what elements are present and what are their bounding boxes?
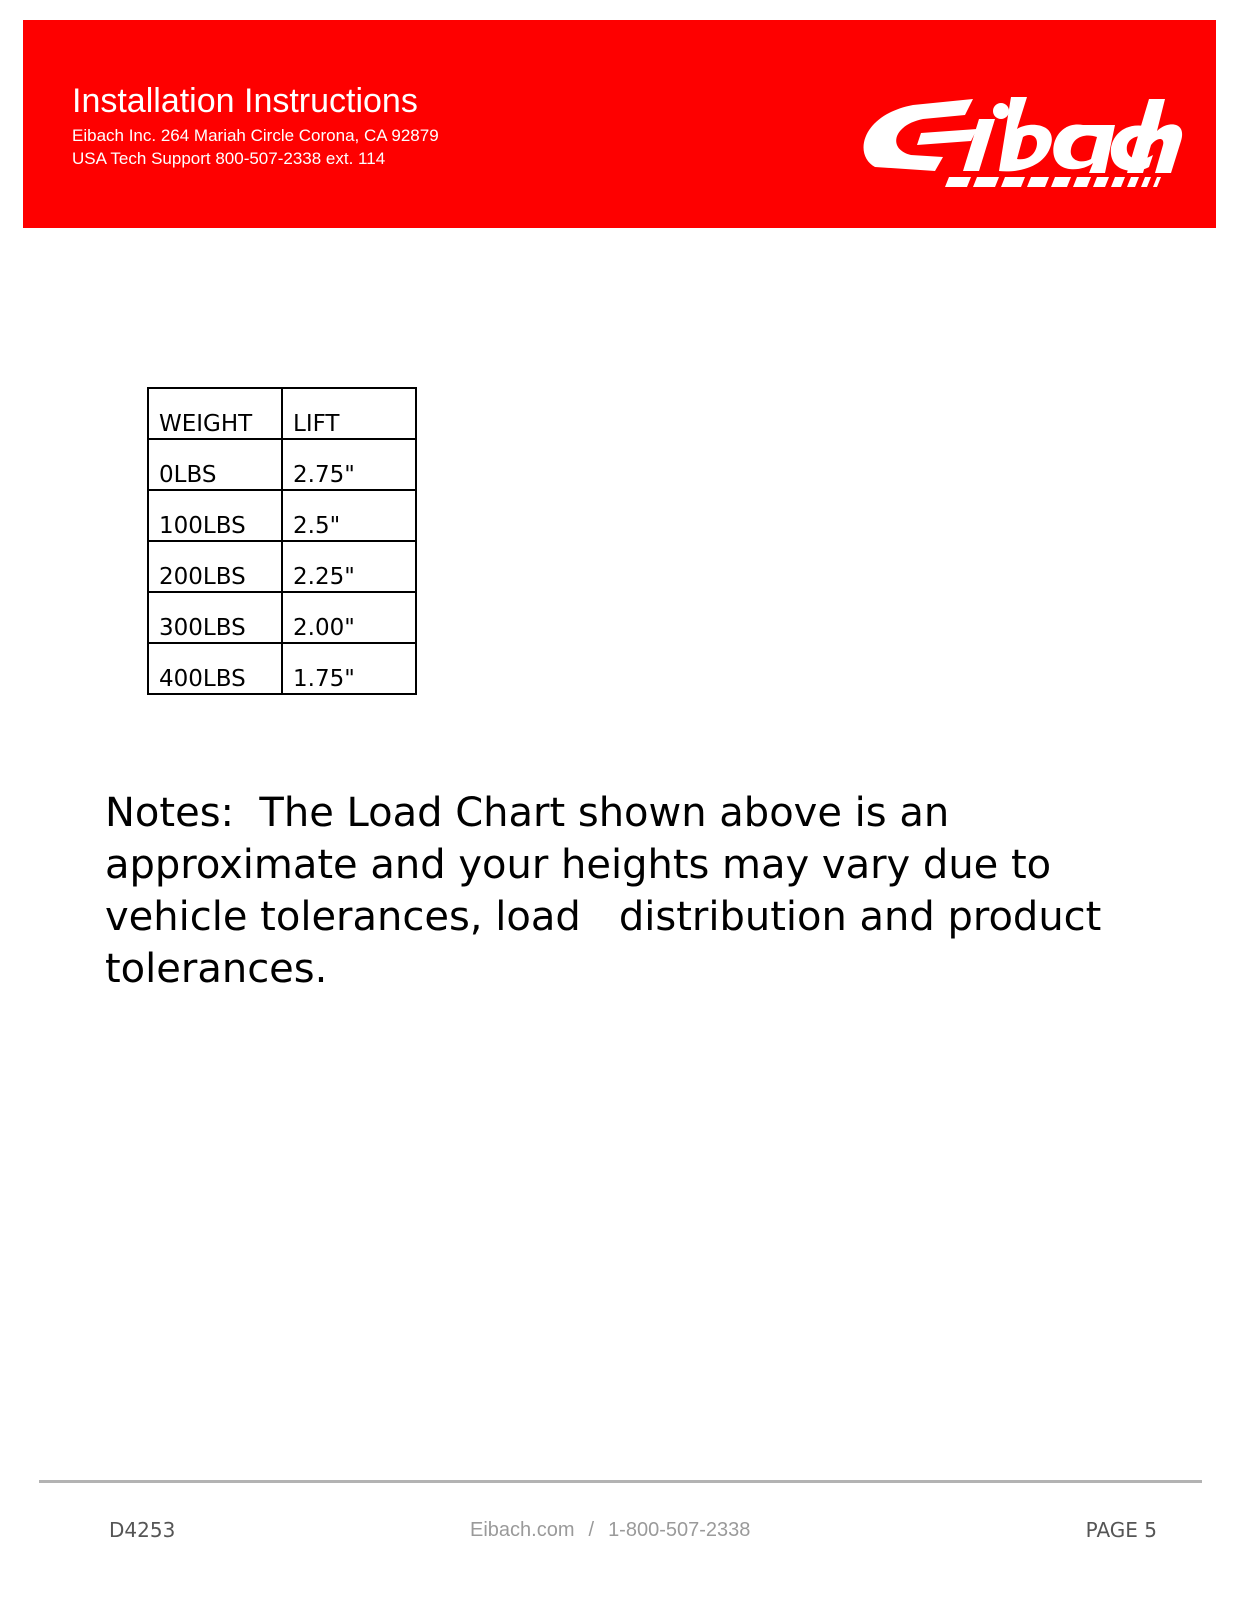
header-weight: WEIGHT	[148, 388, 282, 439]
table-row	[148, 643, 416, 694]
footer-phone: 1-800-507-2338	[608, 1519, 751, 1541]
lift-cell: 2.00"	[282, 592, 416, 643]
weight-cell: 0LBS	[148, 439, 282, 490]
table-header-row	[148, 388, 416, 439]
lift-cell: 2.25"	[282, 541, 416, 592]
footer-website: Eibach.com	[470, 1519, 575, 1541]
document-id: D4253	[109, 1518, 176, 1542]
weight-cell: 300LBS	[148, 592, 282, 643]
header-lift: LIFT	[282, 388, 416, 439]
table-row	[148, 490, 416, 541]
footer-contact	[470, 1518, 750, 1542]
lift-cell: 2.75"	[282, 439, 416, 490]
page-number: PAGE 5	[1085, 1518, 1157, 1542]
lift-cell: 1.75"	[282, 643, 416, 694]
tech-support-line: USA Tech Support 800-507-2338 ext. 114	[72, 149, 386, 168]
weight-cell: 100LBS	[148, 490, 282, 541]
lift-cell: 2.5"	[282, 490, 416, 541]
document-title: Installation Instructions	[72, 82, 418, 120]
table-row	[148, 592, 416, 643]
weight-cell: 400LBS	[148, 643, 282, 694]
table-row	[148, 439, 416, 490]
notes-paragraph: Notes: The Load Chart shown above is an approximate and your heights may vary due to vehicle tolerances, load distribution and product tolerances.	[105, 790, 1115, 992]
header-banner	[23, 20, 1216, 228]
eibach-logo	[853, 75, 1189, 195]
company-address: Eibach Inc. 264 Mariah Circle Corona, CA 92879	[72, 126, 439, 145]
footer-divider	[39, 1480, 1202, 1483]
load-chart-table	[147, 387, 417, 695]
table-row	[148, 541, 416, 592]
weight-cell: 200LBS	[148, 541, 282, 592]
footer-separator: /	[588, 1519, 595, 1541]
